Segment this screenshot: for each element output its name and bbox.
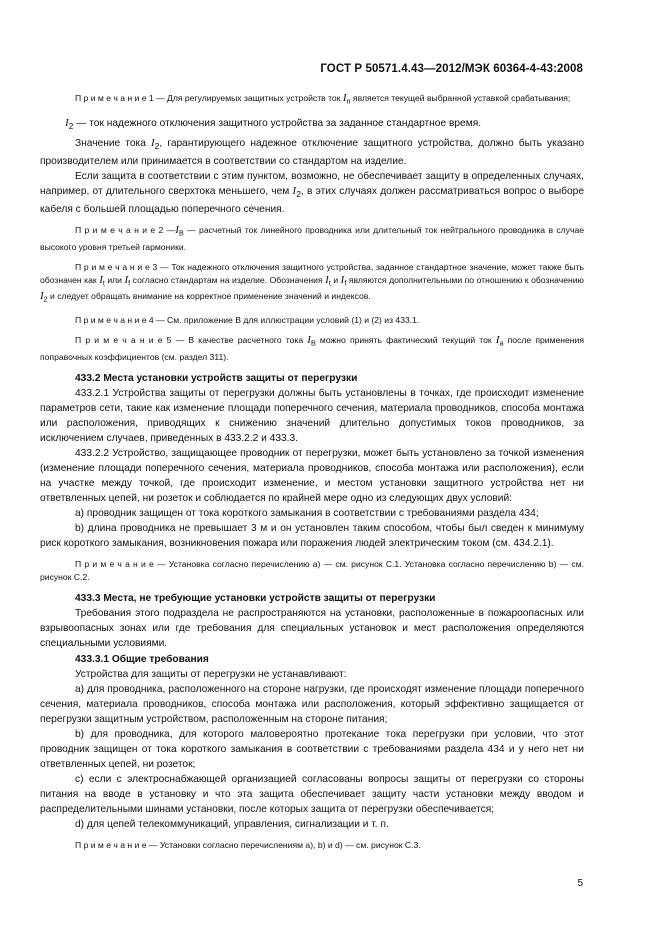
paragraph: Значение тока $I_2$, гарантирующего надежное отключение защитного устройства, должно быть указано производителем или принимается в соответствии со стандартом на изделие. (40, 136, 584, 167)
section-heading-433-3: 433.3 Места, не требующие установки устройств защиты от перегрузки (75, 592, 436, 604)
list-item-b: b) для проводника, для которого маловероятно протекание тока перегрузки при условии, что этот проводник защищен от тока короткого замыкания в соответствии с требованиями раздела 434 и у него нет ни ответвленных цепей, ни розеток; (40, 728, 584, 770)
list-item-c: c) если с электроснабжающей организацией согласованы вопросы защиты от перегрузки со стороны питания на вводе в установку и что эта защита обеспечивает защиту части установки между вводом и распределительными шинами установки, после которых защита от перегрузки обеспечивается; (40, 773, 584, 815)
paragraph-433-2-1: 433.2.1 Устройства защиты от перегрузки должны быть установлены в точках, где происходит изменение параметров сети, такие как изменение площади поперечного сечения, материала проводников, способа монтажа или расположения, приводящих к снижению значений длительно допустимых токов проводников, за исключением случаев, приведенных в 433.2.2 и 433.3. (40, 387, 584, 444)
definition-i2: $I_2$ — ток надежного отключения защитного устройства за заданное стандартное время. (65, 116, 482, 131)
note-2: П р и м е ч а н и е 2 $—I_B$ — расчетный ток линейного проводника или длительный ток нейтрального проводника в случае высокого уровня третьей гармоники. (40, 223, 585, 252)
section-heading-433-3-1: 433.3.1 Общие требования (75, 653, 209, 665)
note-3: П р и м е ч а н и е 3 — Ток надежного отключения защитного устройства, заданное стандартное значение, может также быть обозначен как $I_t$ или $I_f$ согласно стандартам на изделие. Обозначения $I_t$ и $I_f$ являются дополнительными по отношению к обозначению $I_2$ и следует обращать внимание на корректное применение значений и индексов. (40, 261, 584, 304)
note-4: П р и м е ч а н и е 4 — См. приложение В для иллюстрации условий (1) и (2) из 433.1. (75, 314, 420, 325)
note-5: П р и м е ч а н и е 5 — В качестве расчетного тока $I_B$ можно принять фактический текущий ток $I_a$ после применения поправочных коэффициентов (см. раздел 311). (40, 333, 584, 362)
note-1: П р и м е ч а н и е 1 — Для регулируемых защитных устройств ток $I_n$ является текущей выбранной уставкой срабатывания; (75, 92, 571, 106)
section-heading-433-2: 433.2 Места установки устройств защиты от перегрузки (75, 372, 358, 384)
paragraph: Если защита в соответствии с этим пунктом, возможно, не обеспечивает защиту в определенных случаях, например, от длительного сверхтока меньшего, чем $I_2$, в этих случаях должен рассматриваться вопрос о выборе кабеля с большей площадью поперечного сечения. (40, 170, 584, 215)
document-header: ГОСТ Р 50571.4.43—2012/МЭК 60364-4-43:2008 (320, 63, 583, 75)
paragraph-433-3-1: Устройства для защиты от перегрузки не устанавливают: (75, 668, 347, 680)
paragraph-433-3: Требования этого подраздела не распространяются на установки, расположенные в пожароопасных или взрывоопасных зонах или где требования для специальных установок и мест расположения определяются специальными условиями. (40, 607, 584, 649)
page-number: 5 (577, 878, 583, 889)
list-item-a: a) для проводника, расположенного на стороне нагрузки, где происходят изменение площади поперечного сечения, материала проводников, способа монтажа или расположения, который эффективно защищается от перегрузки защитным устройством, расположенным на стороне питания; (40, 683, 584, 725)
list-item-a: a) проводник защищен от тока короткого замыкания в соответствии с требованиями раздела 434; (75, 507, 539, 519)
note-7: П р и м е ч а н и е — Установки согласно перечислениям а), b) и d) — см. рисунок С.3. (75, 839, 421, 850)
page-content (40, 92, 584, 859)
note-6: П р и м е ч а н и е — Установка согласно перечислению а) — см. рисунок С.1. Установка согласно перечислению b) — см. рисунок С.2. (40, 558, 585, 582)
list-item-b: b) длина проводника не превышает 3 м и он установлен таким способом, чтобы был сведен к минимуму риск короткого замыкания, возникновения пожара или поражения людей электрическим током (см. 434.2.1). (40, 522, 584, 549)
note-label: П р и м е ч а н и е 1 — (75, 93, 165, 103)
paragraph-433-2-2: 433.2.2 Устройство, защищающее проводник от перегрузки, может быть установлено за точкой изменения (изменение площади поперечного сечения, материала проводников, способа монтажа или расположения), если на участке между точкой, где происходит изменение, и местом установки защитного устройства нет ни ответвленных цепей, ни розеток и соблюдается по крайней мере одно из следующих двух условий: (40, 447, 584, 504)
list-item-d: d) для цепей телекоммуникаций, управления, сигнализации и т. п. (75, 818, 389, 830)
